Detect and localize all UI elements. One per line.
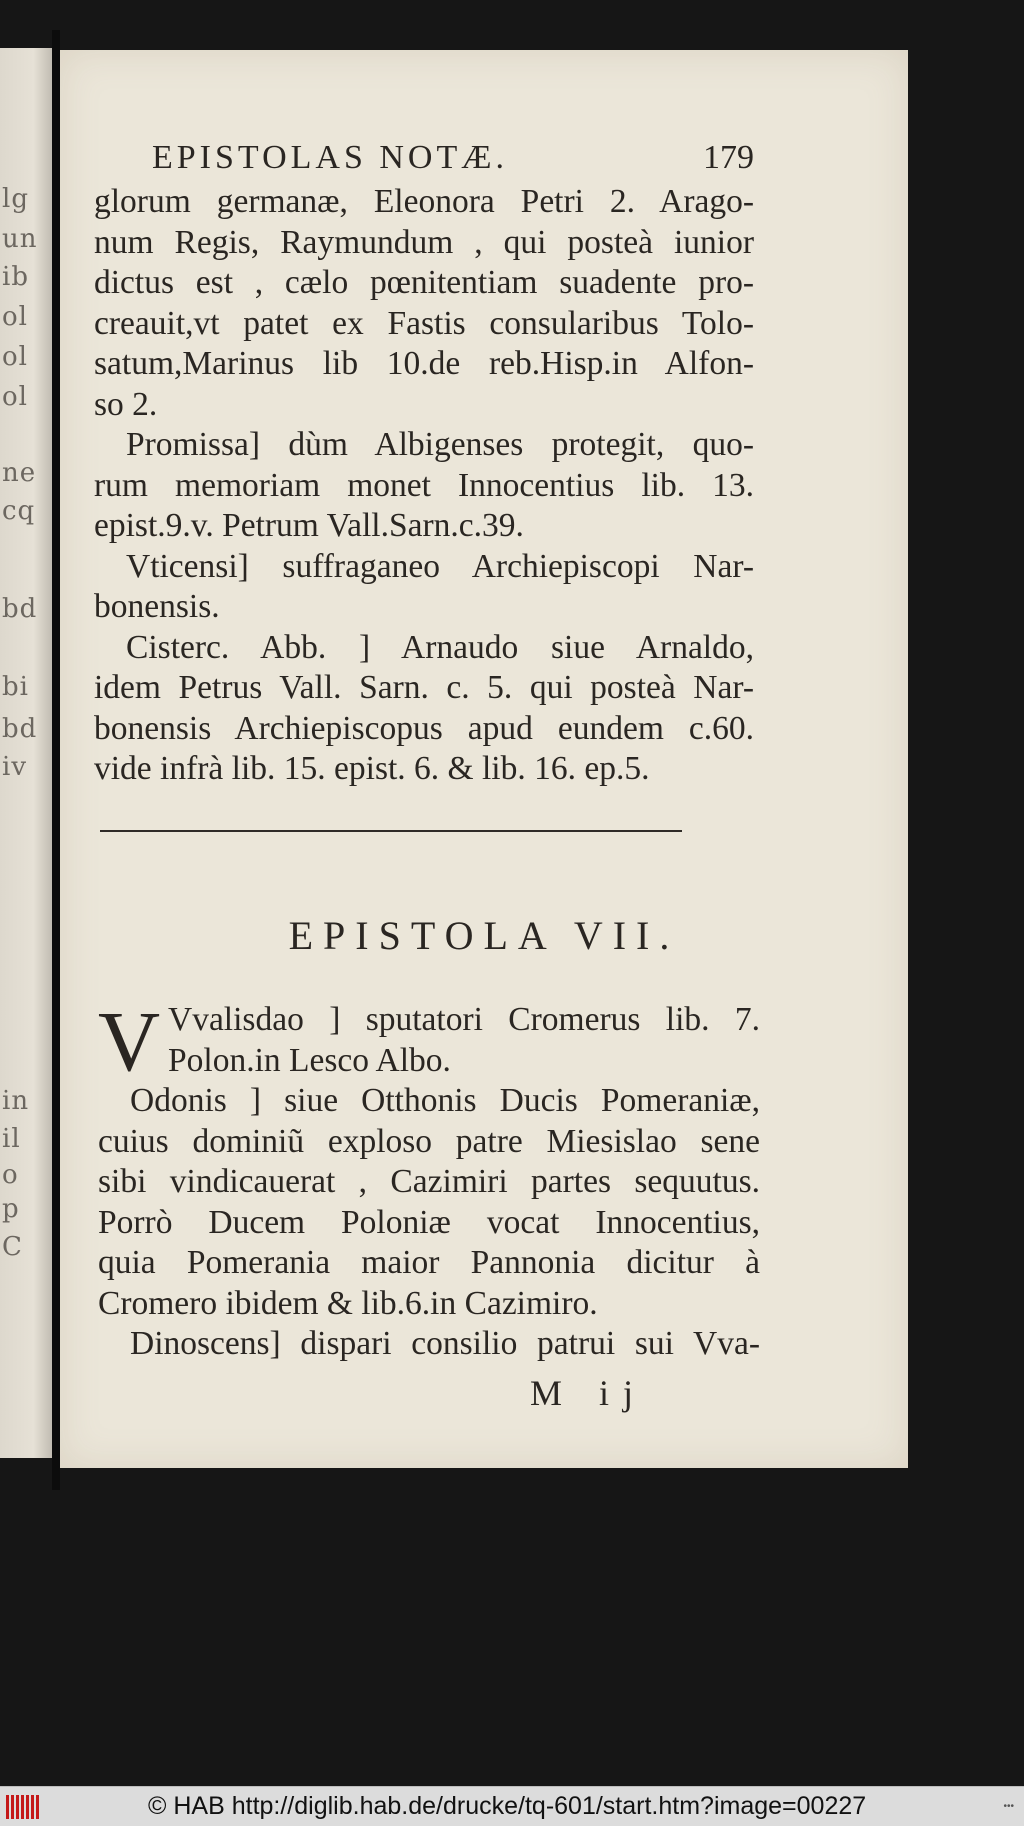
prev-page-text: in (2, 1086, 30, 1116)
prev-page-text: ol (2, 382, 28, 412)
prev-page-text: bd (2, 594, 38, 624)
text-line: Polon.in Lesco Albo. (168, 1041, 451, 1079)
running-title: EPISTOLAS NOTÆ. (152, 139, 508, 176)
text-line: creauit,vt patet ex Fastis consularibus Tolo- (94, 304, 754, 342)
prev-page-text: ol (2, 302, 28, 332)
text-line: satum,Marinus lib 10.de reb.Hisp.in Alfon- (94, 345, 754, 382)
text-line: Odonis ] siue Otthonis Ducis Pomeraniæ, (130, 1082, 760, 1119)
prev-page-text: lg (2, 184, 29, 214)
text-line: sibi vindicauerat , Cazimiri partes sequutus. (98, 1163, 760, 1200)
prev-page-text: bi (2, 672, 29, 702)
prev-page-text: ol (2, 342, 28, 372)
text-line: dictus est , cælo pœnitentiam suadente pro- (94, 264, 754, 301)
text-line: Vvalisdao ] sputatori Cromerus lib. 7. (168, 1001, 760, 1038)
prev-page-text: ib (2, 262, 29, 292)
text-line: rum memoriam monet Innocentius lib. 13. (94, 466, 754, 504)
text-line: Vticensi] suffraganeo Archiepiscopi Nar- (126, 547, 754, 585)
hab-logo-icon (6, 1794, 44, 1820)
text-line: num Regis, Raymundum , qui posteà iunior (94, 223, 754, 261)
dropcap-paragraph (98, 993, 760, 1089)
page-lower-text (98, 993, 760, 1365)
previous-page-fragment (0, 48, 56, 1458)
text-line: cuius dominiũ exploso patre Miesislao sene (98, 1122, 760, 1160)
prev-page-text: C (2, 1232, 23, 1262)
section-title: EPISTOLA VII. (288, 913, 680, 958)
text-line: bonensis. (94, 588, 220, 625)
prev-page-text: p (2, 1194, 20, 1224)
footer-credit-link[interactable]: © HAB http://diglib.hab.de/drucke/tq-601/start.htm?image=00227 (148, 1792, 867, 1820)
text-line: idem Petrus Vall. Sarn. c. 5. qui posteà Nar- (94, 669, 754, 706)
text-line: Dinoscens] dispari consilio patrui sui Vva- (130, 1325, 760, 1362)
prev-page-text: un (2, 224, 38, 254)
text-line: so 2. (94, 385, 158, 423)
text-line: quia Pomerania maior Pannonia dicitur à (98, 1244, 760, 1281)
page-number: 179 (703, 139, 754, 176)
prev-page-text: bd (2, 714, 38, 744)
text-line: Porrò Ducem Poloniæ vocat Innocentius, (98, 1203, 760, 1241)
text-line: bonensis Archiepiscopus apud eundem c.60. (94, 709, 754, 747)
text-line: Cisterc. Abb. ] Arnaudo siue Arnaldo, (126, 628, 754, 666)
footer-bar (0, 1786, 1024, 1826)
drop-cap: V (98, 993, 161, 1089)
section-rule (100, 830, 682, 832)
page-upper-text (94, 138, 754, 790)
book-page (60, 50, 908, 1468)
prev-page-text: il (2, 1124, 21, 1154)
prev-page-text: o (2, 1160, 19, 1190)
catchword-signature: M ij (530, 1373, 648, 1413)
prev-page-text: iv (2, 752, 28, 782)
prev-page-text: ne (2, 458, 37, 488)
book-gutter (52, 30, 60, 1490)
text-line: epist.9.v. Petrum Vall.Sarn.c.39. (94, 507, 524, 544)
prev-page-text: cq (2, 496, 36, 526)
text-line: Promissa] dùm Albigenses protegit, quo- (126, 426, 754, 463)
more-icon: ••• (1003, 1801, 1014, 1812)
running-header (94, 138, 754, 182)
text-line: vide infrà lib. 15. epist. 6. & lib. 16. ep.5. (94, 750, 650, 787)
text-line: Cromero ibidem & lib.6.in Cazimiro. (98, 1284, 598, 1322)
text-line: glorum germanæ, Eleonora Petri 2. Arago- (94, 183, 754, 220)
